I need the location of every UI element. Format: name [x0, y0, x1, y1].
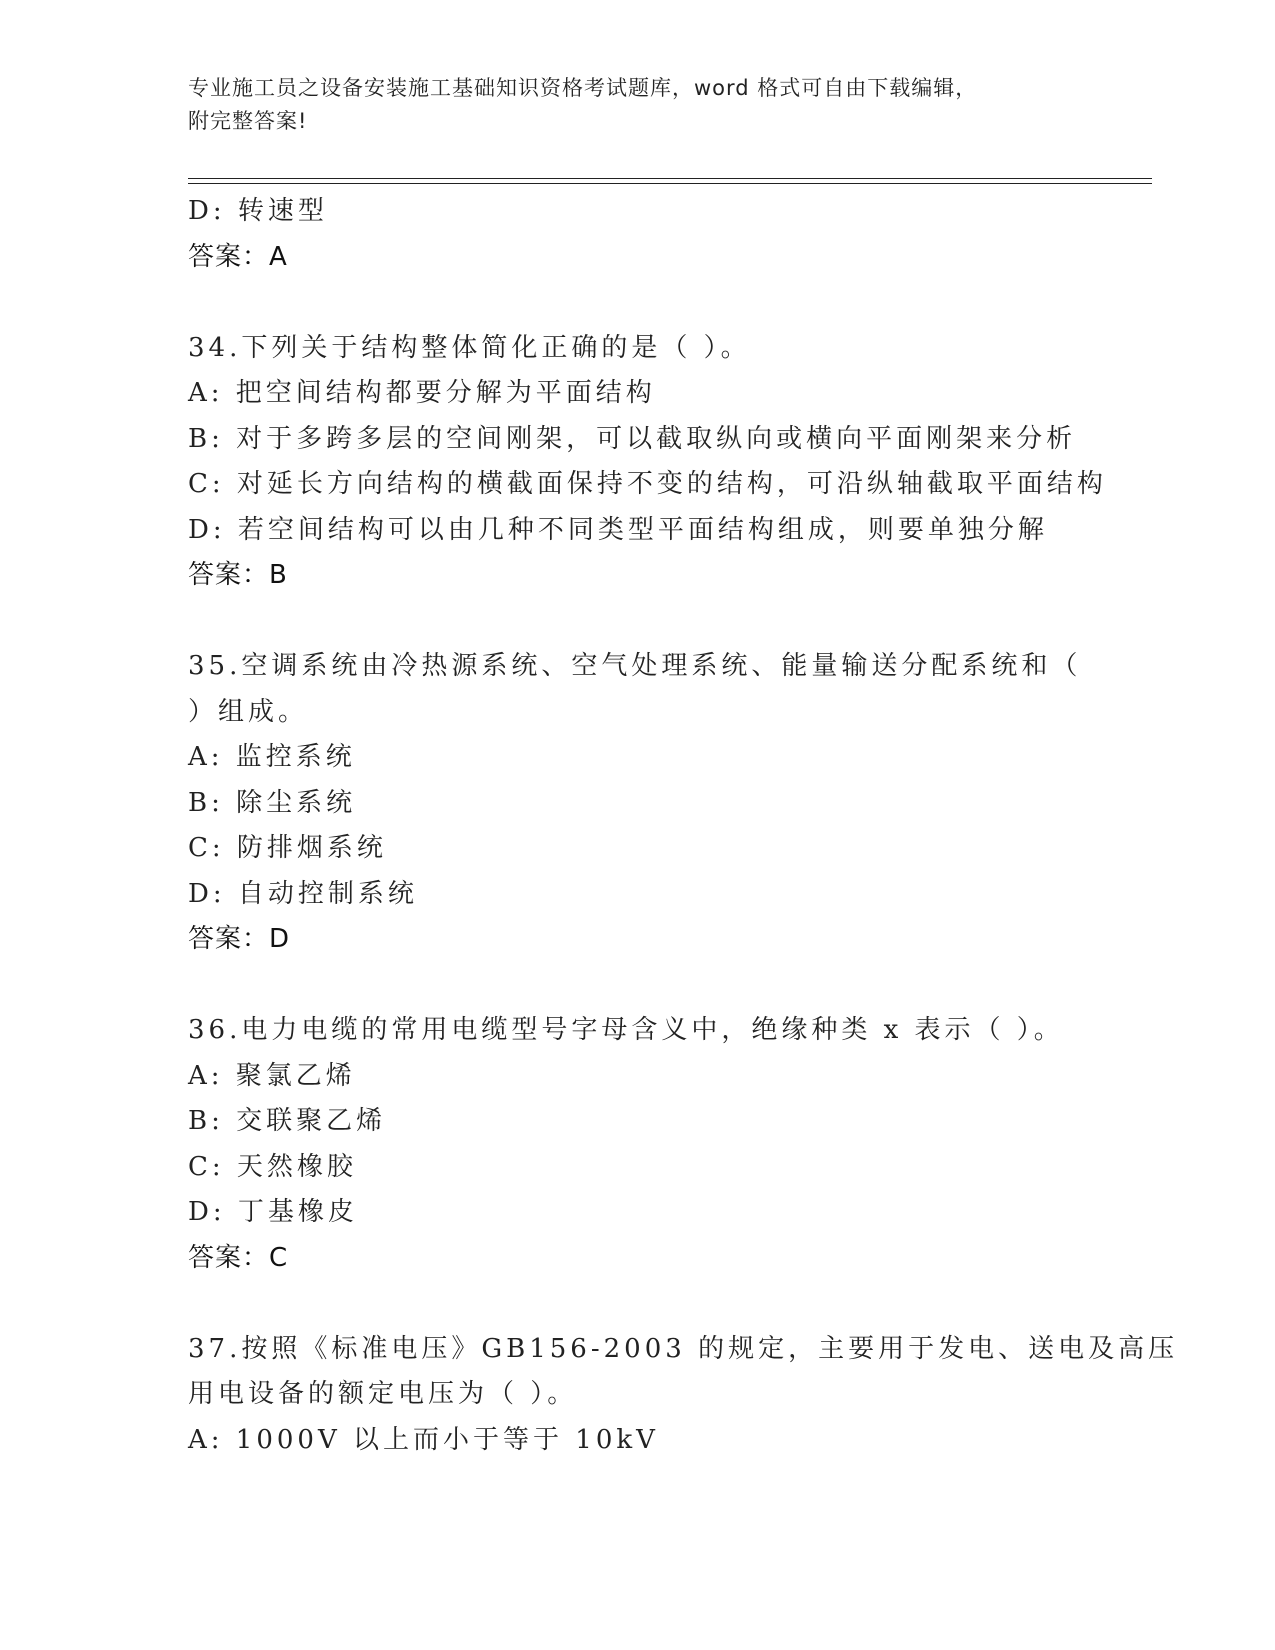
option-b: B: 除尘系统 [188, 787, 357, 818]
question-block [188, 1008, 1152, 1281]
answer-line: 答案：C [188, 1242, 289, 1273]
option-a: A: 把空间结构都要分解为平面结构 [188, 378, 656, 408]
option-c: C: 天然橡胶 [188, 1151, 357, 1182]
page-header [188, 72, 1088, 138]
option-b: B: 交联聚乙烯 [188, 1106, 387, 1136]
header-rule-bottom [188, 183, 1152, 184]
option-c: C: 防排烟系统 [188, 833, 387, 863]
answer-line: 答案：D [188, 924, 291, 954]
option-b: B: 对于多跨多层的空间刚架，可以截取纵向或横向平面刚架来分析 [188, 423, 1077, 454]
option-c: C: 对延长方向结构的横截面保持不变的结构，可沿纵轴截取平面结构 [188, 469, 1107, 499]
option-d: D: 若空间结构可以由几种不同类型平面结构组成，则要单独分解 [188, 514, 1048, 545]
answer-line: 答案：A [188, 241, 288, 272]
header-line-2: 附完整答案! [188, 109, 308, 133]
header-rule-top [188, 178, 1152, 179]
question-stem: 37.按照《标准电压》GB156-2003 的规定，主要用于发电、送电及高压 [188, 1333, 1179, 1364]
question-stem-continued: ）组成。 [188, 696, 309, 727]
option-a: A: 聚氯乙烯 [188, 1060, 356, 1091]
question-stem-continued: 用电设备的额定电压为（ ）。 [188, 1379, 578, 1409]
option-a: A: 监控系统 [188, 742, 356, 772]
question-stem: 34.下列关于结构整体简化正确的是（ ）。 [188, 332, 751, 363]
question-block [188, 1327, 1179, 1464]
option-a: A: 1000V 以上而小于等于 10kV [188, 1424, 659, 1455]
question-stem: 36.电力电缆的常用电缆型号字母含义中，绝缘种类 x 表示（ ）。 [188, 1015, 1064, 1045]
question-block [188, 326, 1152, 599]
question-stem: 35.空调系统由冷热源系统、空气处理系统、能量输送分配系统和（ [188, 651, 1082, 681]
option-d: D: 转速型 [188, 196, 328, 226]
document-body [188, 189, 1179, 1463]
option-d: D: 丁基橡皮 [188, 1197, 358, 1227]
answer-line: 答案：B [188, 560, 288, 590]
header-line-1: 专业施工员之设备安装施工基础知识资格考试题库，word 格式可自由下载编辑， [188, 76, 978, 100]
question-block [188, 644, 1152, 963]
option-d: D: 自动控制系统 [188, 878, 418, 909]
